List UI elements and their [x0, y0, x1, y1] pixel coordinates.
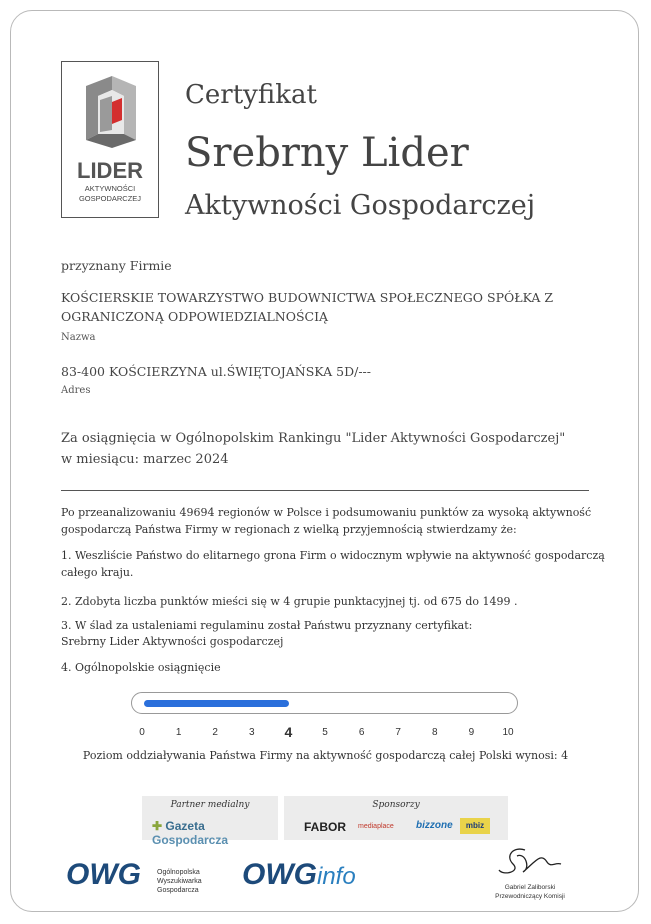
signatory-name: Gabriel Zaliborski: [504, 884, 556, 891]
signature-icon: [495, 842, 565, 882]
title-certyfikat: Certyfikat: [185, 80, 317, 110]
logo-sub-text-2: GOSPODARCZEJ: [78, 194, 142, 203]
scale-tick-5: 5: [322, 727, 328, 738]
point1-line2: całego kraju.: [61, 566, 134, 579]
scale-tick-1: 1: [175, 727, 182, 738]
scale-tick-3: 3: [249, 727, 255, 738]
title-aktywnosci: Aktywności Gospodarczej: [185, 190, 536, 221]
owg-tagline-2: Wyszukiwarka: [157, 878, 202, 885]
awarded-to-label: przyznany Firmie: [61, 258, 172, 273]
owginfo-logo-main: OWG: [242, 858, 317, 891]
owg-logo: OWG: [66, 858, 141, 891]
gazeta-mark-icon: ✚: [152, 819, 163, 833]
logo-brand-text: LIDER: [77, 158, 143, 183]
point2: 2. Zdobyta liczba punktów mieści się w 4 grupie punktacyjnej tj. od 675 do 1499 .: [61, 595, 518, 608]
signatory-role: Przewodniczący Komisji: [495, 893, 565, 900]
company-name-line2: OGRANICZONĄ ODPOWIEDZIALNOŚCIĄ: [61, 309, 329, 324]
impact-scale-fill: [144, 700, 289, 707]
divider: [61, 490, 589, 491]
media-partner-panel: [142, 796, 278, 847]
scale-tick-9: 9: [468, 727, 475, 738]
scale-tick-10: 10: [502, 727, 514, 738]
logo-sub-text-1: AKTYWNOŚCI: [84, 184, 136, 193]
impact-scale-bar: [131, 692, 518, 714]
owginfo-logo: [242, 858, 356, 892]
owg-tagline-1: Ogólnopolska: [157, 869, 200, 876]
lider-cube-icon: [78, 72, 144, 150]
intro-line2: gospodarczą Państwa Firmy w regionach z wielką przyjemnością stwierdzamy że:: [61, 523, 517, 536]
title-srebrny-lider: Srebrny Lider: [185, 130, 469, 176]
gazeta-gospodarcza-logo: [152, 819, 278, 847]
point3-line1: 3. W ślad za ustaleniami regulaminu został Państwu przyznany certyfikat:: [61, 619, 473, 632]
sponsor-bizzone-logo: bizzone: [416, 820, 453, 831]
scale-tick-4: 4: [284, 724, 293, 740]
sponsors-panel: [284, 796, 508, 840]
scale-tick-8: 8: [432, 727, 438, 738]
media-name-1: Gazeta: [165, 819, 205, 833]
sponsor-mediaplace-logo: mediaplace: [358, 823, 394, 830]
scale-tick-0: 0: [139, 727, 145, 738]
owginfo-logo-suffix: info: [317, 863, 356, 890]
company-address-label: Adres: [61, 385, 91, 396]
lider-logo: [61, 61, 159, 218]
scale-tick-6: 6: [358, 727, 365, 738]
owg-tagline: [157, 868, 202, 895]
company-address: 83-400 KOŚCIERZYNA ul.ŚWIĘTOJAŃSKA 5D/---: [61, 364, 371, 379]
impact-caption: Poziom oddziaływania Państwa Firmy na aktywność gospodarczą całej Polski wynosi: 4: [82, 749, 569, 762]
scale-tick-2: 2: [212, 727, 218, 738]
intro-line1: Po przeanalizowaniu 49694 regionów w Polsce i podsumowaniu punktów za wysoką aktywność: [61, 506, 592, 519]
signatory: [480, 883, 580, 901]
sponsors-header: Sponsorzy: [372, 800, 420, 810]
point4: 4. Ogólnopolskie osiągnięcie: [61, 661, 221, 674]
achievement-line1: Za osiągnięcia w Ogólnopolskim Rankingu "Lider Aktywności Gospodarczej": [61, 431, 566, 446]
sponsor-mbiz-logo: mbiz: [460, 818, 490, 834]
media-partner-header: Partner medialny: [170, 800, 250, 810]
scale-tick-7: 7: [395, 727, 401, 738]
point1-line1: 1. Weszliście Państwo do elitarnego grona Firm o widocznym wpływie na aktywność gospodarczą: [61, 549, 605, 562]
sponsor-fabor-logo: FABOR: [304, 820, 346, 834]
owg-tagline-3: Gospodarcza: [157, 887, 199, 894]
point3-line2: Srebrny Lider Aktywności gospodarczej: [61, 635, 284, 648]
company-name-label: Nazwa: [61, 332, 96, 343]
media-name-2: Gospodarcza: [152, 833, 229, 847]
achievement-line2: w miesiącu: marzec 2024: [61, 452, 229, 467]
company-name-line1: KOŚCIERSKIE TOWARZYSTWO BUDOWNICTWA SPOŁECZNEGO SPÓŁKA Z: [61, 290, 554, 305]
